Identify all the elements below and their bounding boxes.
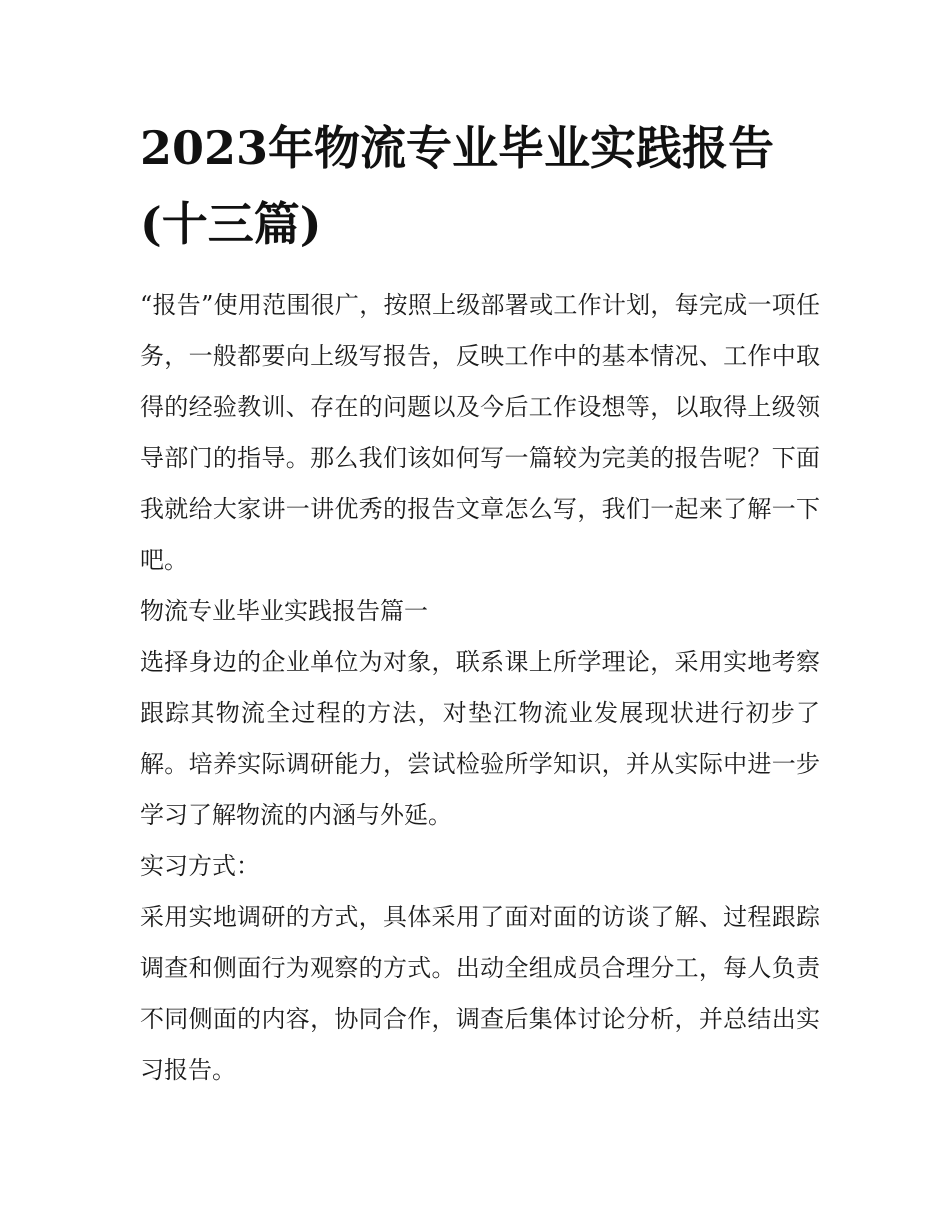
document-title: 2023年物流专业毕业实践报告(十三篇) <box>140 121 775 251</box>
intro-paragraph: “报告”使用范围很广，按照上级部署或工作计划，每完成一项任务，一般都要向上级写报告，反映工作中的基本情况、工作中取得的经验教训、存在的问题以及今后工作设想等，以取得上级领导部门的指导。那么我们该如何写一篇较为完美的报告呢？下面我就给大家讲一讲优秀的报告文章怎么写，我们一起来了解一下吧。 <box>140 291 820 574</box>
method-heading: 实习方式： <box>140 852 260 880</box>
section-heading: 物流专业毕业实践报告篇一 <box>140 597 428 625</box>
document-body <box>140 110 820 1096</box>
purpose-paragraph: 选择身边的企业单位为对象，联系课上所学理论，采用实地考察跟踪其物流全过程的方法，对垫江物流业发展现状进行初步了解。培养实际调研能力，尝试检验所学知识，并从实际中进一步学习了解物流的内涵与外延。 <box>140 648 820 829</box>
method-paragraph: 采用实地调研的方式，具体采用了面对面的访谈了解、过程跟踪调查和侧面行为观察的方式。出动全组成员合理分工，每人负责不同侧面的内容，协同合作，调查后集体讨论分析，并总结出实习报告。 <box>140 903 820 1084</box>
